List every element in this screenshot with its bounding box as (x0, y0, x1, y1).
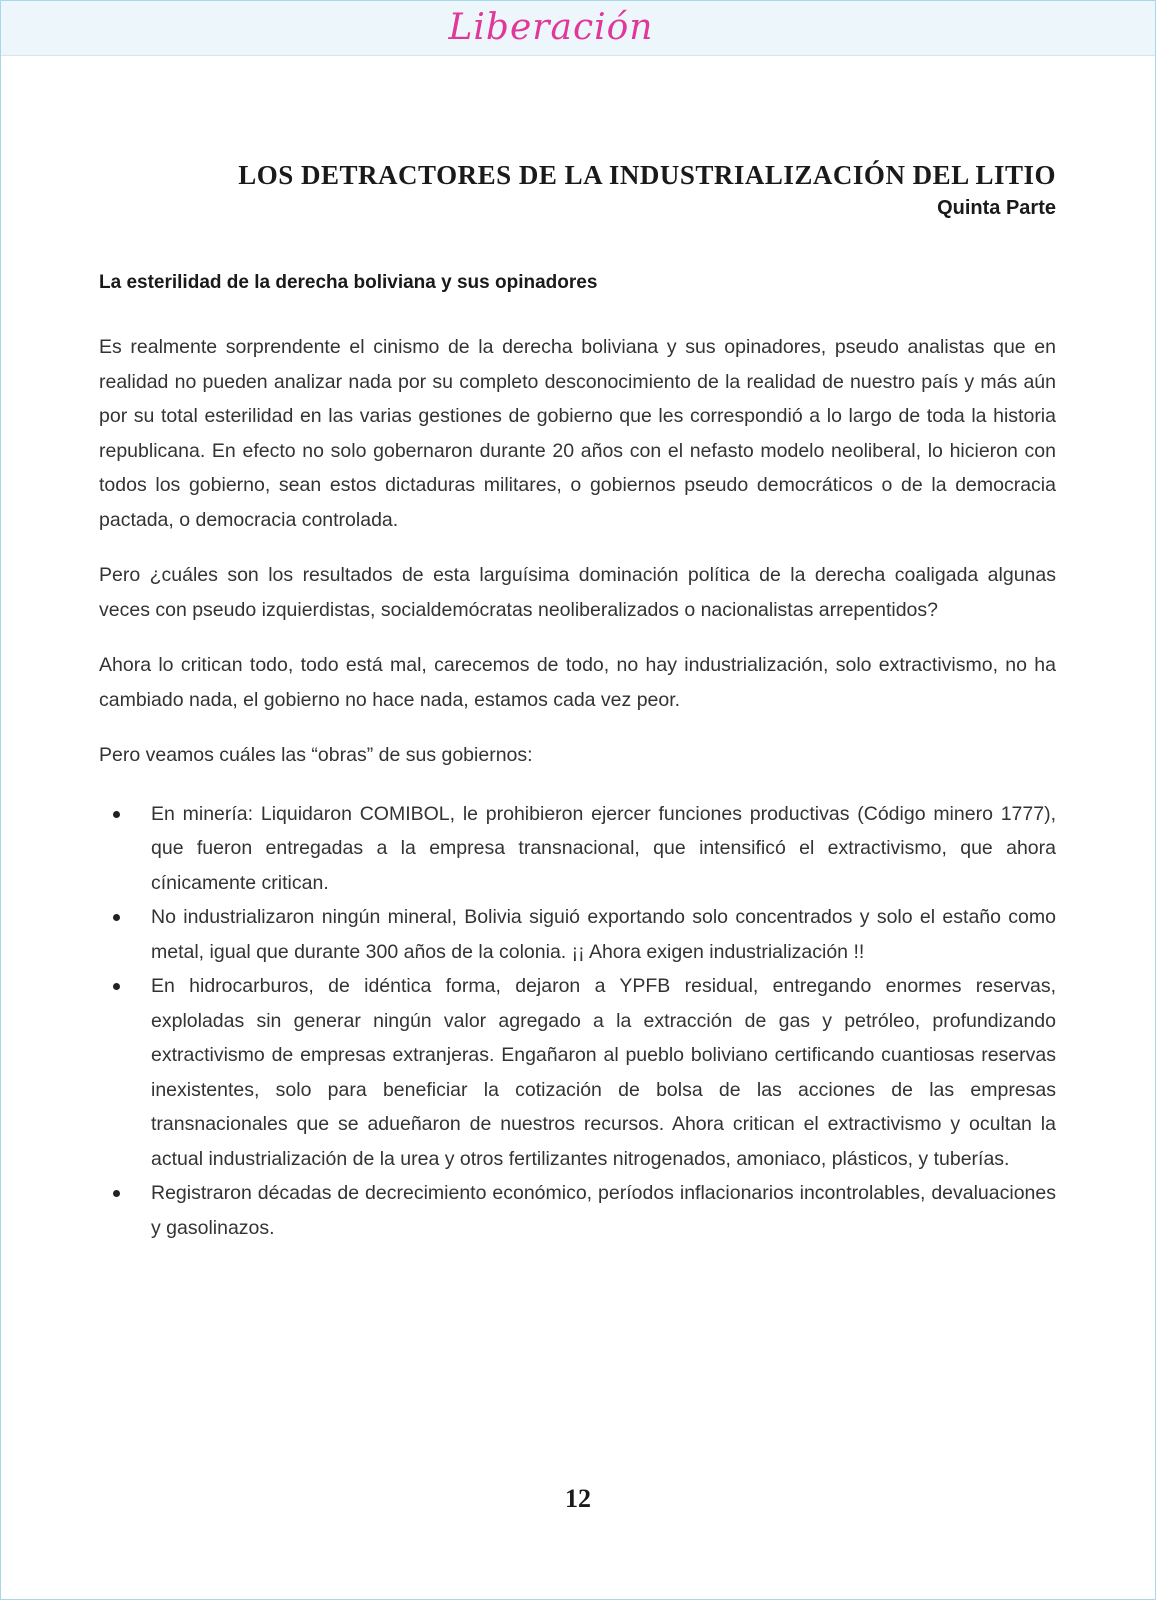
paragraph: Pero ¿cuáles son los resultados de esta larguísima dominación política de la derecha coaligada algunas veces con pseudo izquierdistas, socialdemócratas neoliberalizados o nacionalistas arrepentidos? (99, 564, 1056, 621)
list-item (99, 1176, 1056, 1245)
article-subtitle: Quinta Parte (937, 197, 1056, 219)
article-title: LOS DETRACTORES DE LA INDUSTRIALIZACIÓN DEL LITIO (238, 160, 1056, 190)
bullet-icon (113, 1190, 120, 1197)
list-item-text: Registraron décadas de decrecimiento económico, períodos inflacionarios incontrolables, devaluaciones y gasolinazos. (151, 1182, 1056, 1239)
bullet-icon (113, 914, 120, 921)
magazine-header (1, 1, 1155, 56)
paragraph: Es realmente sorprendente el cinismo de la derecha boliviana y sus opinadores, pseudo analistas que en realidad no pueden analizar nada por su completo desconocimiento de la realidad de nuestro país y más aún por su total esterilidad en las varias gestiones de gobierno que les correspondió a lo largo de toda la historia republicana. En efecto no solo gobernaron durante 20 años con el nefasto modelo neoliberal, lo hicieron con todos los gobierno, sean estos dictaduras militares, o gobiernos pseudo democráticos o de la democracia pactada, o democracia controlada. (99, 336, 1056, 531)
bullet-icon (113, 811, 120, 818)
paragraph: Ahora lo critican todo, todo está mal, carecemos de todo, no hay industrialización, solo extractivismo, no ha cambiado nada, el gobierno no hace nada, estamos cada vez peor. (99, 654, 1056, 711)
list-item-text: En hidrocarburos, de idéntica forma, dejaron a YPFB residual, entregando enormes reservas, exploladas sin generar ningún valor agregado a la extracción de gas y petróleo, profundizando extractivismo de empresas extranjeras. Engañaron al pueblo boliviano certificando cuantiosas reservas inexistentes, solo para beneficiar la cotización de bolsa de las acciones de las empresas transnacionales que se adueñaron de nuestros recursos. Ahora critican el extractivismo y ocultan la actual industrialización de la urea y otros fertilizantes nitrogenados, amoniaco, plásticos, y tuberías. (151, 975, 1056, 1170)
list-item (99, 797, 1056, 901)
magazine-title: Liberación (448, 7, 654, 48)
list-item (99, 969, 1056, 1176)
section-heading: La esterilidad de la derecha boliviana y sus opinadores (99, 272, 598, 293)
list-item-text: No industrializaron ningún mineral, Bolivia siguió exportando solo concentrados y solo el estaño como metal, igual que durante 300 años de la colonia. ¡¡ Ahora exigen industrialización !! (151, 906, 1056, 963)
bullet-list (99, 797, 1056, 1246)
list-item-text: En minería: Liquidaron COMIBOL, le prohibieron ejercer funciones productivas (Código minero 1777), que fueron entregadas a la empresa transnacional, que intensificó el extractivismo, que ahora cínicamente critican. (151, 802, 1056, 894)
paragraph: Pero veamos cuáles las “obras” de sus gobiernos: (99, 744, 533, 766)
bullet-icon (113, 983, 120, 990)
list-item (99, 900, 1056, 969)
article-body (99, 160, 1056, 1245)
page-number: 12 (565, 1484, 591, 1513)
